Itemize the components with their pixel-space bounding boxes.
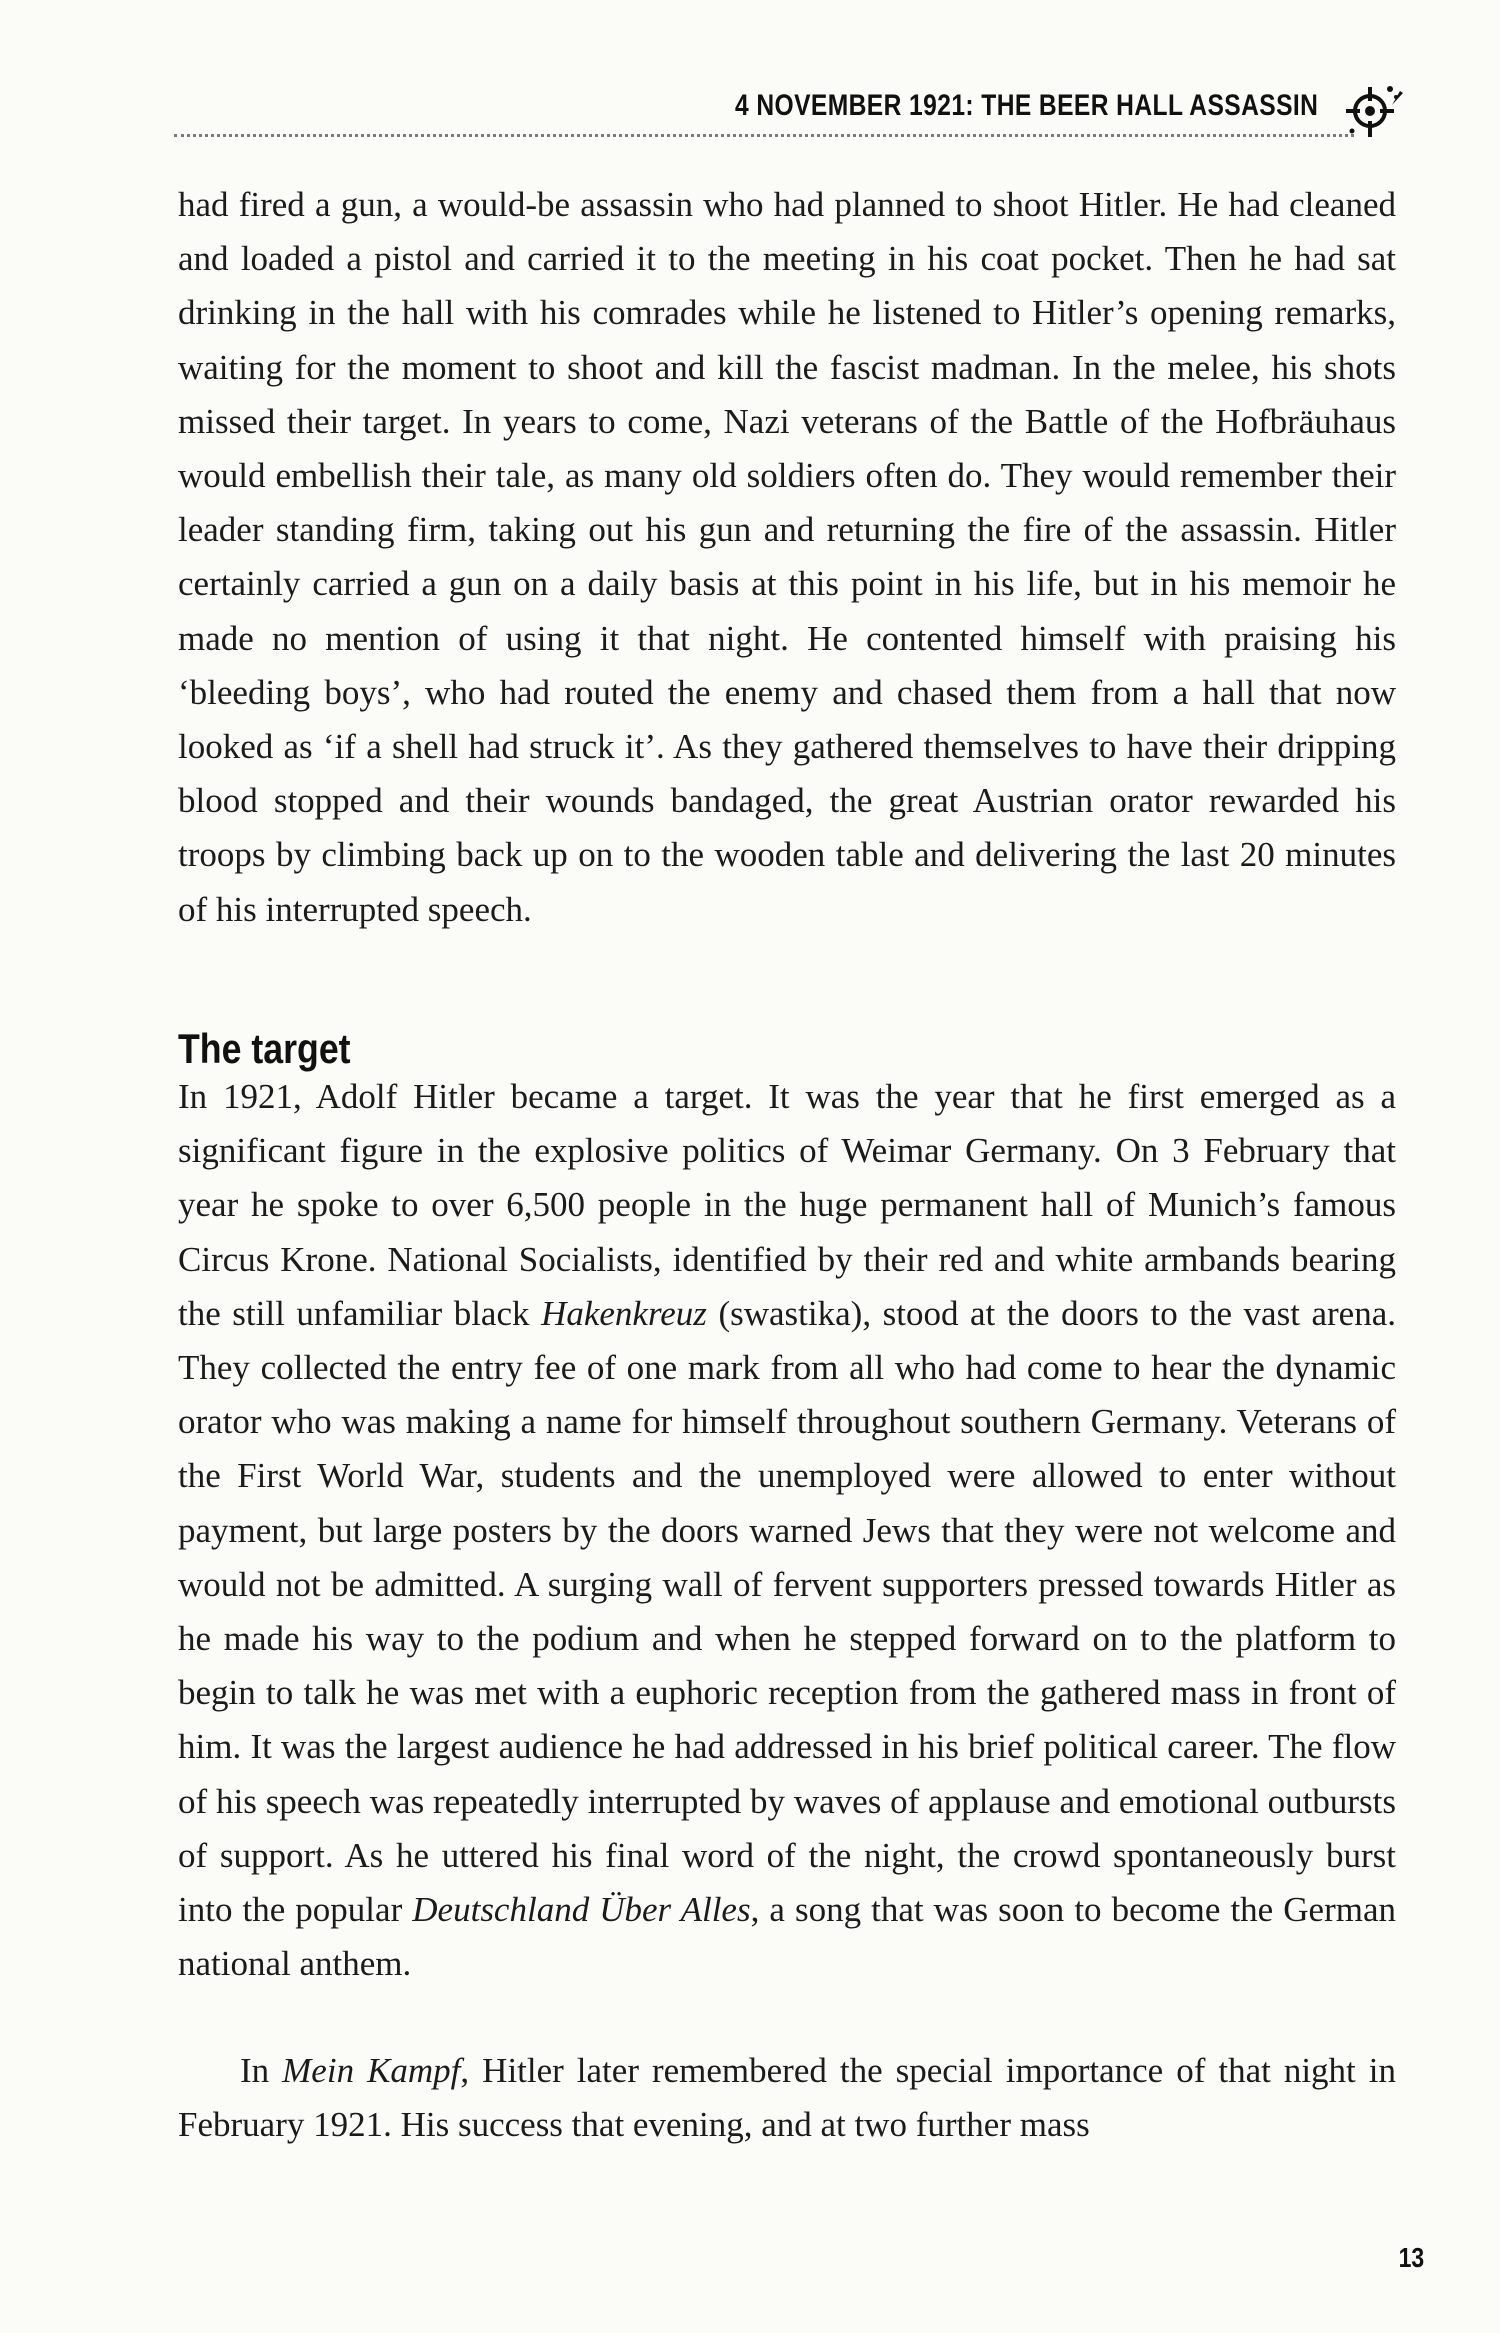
header-dotted-rule: [174, 134, 1354, 137]
body-paragraph: [178, 2044, 1396, 2152]
italic-term: Hakenkreuz: [541, 1293, 707, 1333]
paragraph-text: had fired a gun, a would-be assassin who had planned to shoot Hitler. He had cleaned and loaded a pistol and carried it to the meeting in his coat pocket. Then he had sat drinking in the hall with his comrades while he listened to Hitler’s opening remarks, waiting for the moment to shoot and kill the fascist madman. In the melee, his shots missed their target. In years to come, Nazi veterans of the Battle of the Hofbräuhaus would embellish their tale, as many old soldiers often do. They would remember their leader standing firm, taking out his gun and returning the fire of the assassin. Hitler certainly carried a gun on a daily basis at this point in his life, but in his memoir he made no mention of using it that night. He contented himself with praising his ‘bleeding boys’, who had routed the enemy and chased them from a hall that now looked as ‘if a shell had struck it’. As they gathered themselves to have their dripping blood stopped and their wounds bandaged, the great Austrian orator rewarded his troops by climbing back up on to the wooden table and delivering the last 20 minutes of his interrupted speech.: [178, 185, 1396, 929]
section-heading: The target: [178, 1025, 351, 1072]
text-run: In 1921, Adolf Hitler became a target. It was the year that he first emerged as a significant figure in the explosive politics of Weimar Germany. On 3 February that year he spoke to over 6,500 people in the huge permanent hall of Munich’s famous Circus Krone. National Socialists, identified by their red and white armbands bearing the still unfamiliar black: [178, 1077, 1396, 1333]
page-number: 13: [1398, 2242, 1424, 2273]
paragraph-text: [178, 1070, 1396, 1991]
text-run: (swastika), stood at the doors to the vast arena. They collected the entry fee of one mark from all who had come to hear the dynamic orator who was making a name for himself throughout southern Germany. Veterans of the First World War, students and the unemployed were allowed to enter without payment, but large posters by the doors warned Jews that they were not welcome and would not be admitted. A surging wall of fervent supporters pressed towards Hitler as he made his way to the podium and when he stepped forward on to the platform to begin to talk he was met with a euphoric reception from the gathered mass in front of him. It was the largest audience he had addressed in his brief political career. The flow of his speech was repeatedly interrupted by waves of applause and emotional outbursts of support. As he uttered his final word of the night, the crowd spontaneously burst into the popular: [178, 1293, 1396, 1930]
text-run: In: [240, 2051, 283, 2090]
crosshair-reticle-icon: [1332, 75, 1406, 149]
running-header-title: 4 NOVEMBER 1921: THE BEER HALL ASSASSIN: [734, 89, 1318, 122]
running-header: [174, 75, 1406, 135]
text-run: , Hitler later remembered the special importance of that night in February 1921. His success that evening, and at two further mass: [178, 2051, 1397, 2145]
text-run: , a song that was soon to become the German national anthem.: [178, 1890, 1396, 1984]
italic-book-title: Mein Kampf: [282, 2051, 461, 2090]
paragraph-text: [178, 2044, 1396, 2152]
body-paragraph-continued: [178, 178, 1396, 937]
body-paragraph: [178, 1070, 1396, 1991]
italic-song-title: Deutschland Über Alles: [412, 1890, 751, 1930]
